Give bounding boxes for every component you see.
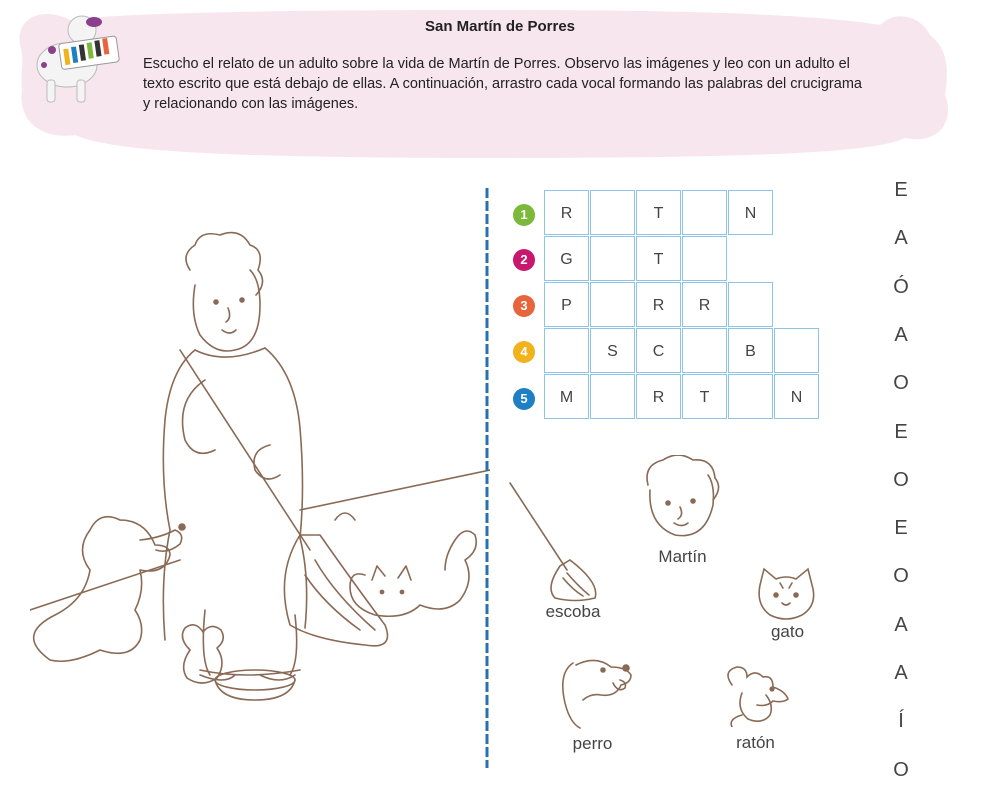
crossword-cell[interactable] xyxy=(590,282,635,327)
crossword-cell[interactable] xyxy=(682,236,727,281)
crossword-cell: S xyxy=(590,328,635,373)
crossword-cell: C xyxy=(636,328,681,373)
crossword-cell: R xyxy=(636,374,681,419)
crossword-cell: G xyxy=(544,236,589,281)
crossword-cell[interactable] xyxy=(590,374,635,419)
vowel-tile[interactable]: E xyxy=(894,179,908,201)
crossword-cell[interactable] xyxy=(544,328,589,373)
label-escoba: escoba xyxy=(545,602,601,621)
crossword-number-5: 5 xyxy=(513,388,535,410)
martin-sweeping-scene xyxy=(30,230,490,710)
crossword-cell: T xyxy=(636,190,681,235)
martin-face-illustration xyxy=(638,455,723,545)
vowel-tile[interactable]: Í xyxy=(898,710,904,732)
vowel-tile[interactable]: O xyxy=(893,469,909,491)
dog-xylophone-illustration xyxy=(22,10,122,110)
crossword-cell: T xyxy=(636,236,681,281)
vowel-tile[interactable]: E xyxy=(894,517,908,539)
vowel-tile[interactable]: A xyxy=(894,324,908,346)
page-title: San Martín de Porres xyxy=(424,18,576,35)
dog-illustration xyxy=(558,655,638,735)
crossword-cell: M xyxy=(544,374,589,419)
mouse-illustration xyxy=(722,665,794,727)
crossword-cell: R xyxy=(544,190,589,235)
crossword-cell[interactable] xyxy=(682,328,727,373)
crossword-cell[interactable] xyxy=(774,328,819,373)
crossword-number-3: 3 xyxy=(513,295,535,317)
vowel-tile[interactable]: O xyxy=(893,565,909,587)
broom-illustration xyxy=(505,478,600,603)
vowel-tile[interactable]: E xyxy=(894,421,908,443)
crossword-cell: R xyxy=(682,282,727,327)
vowel-tile[interactable]: O xyxy=(893,759,909,781)
crossword-number-1: 1 xyxy=(513,204,535,226)
vowel-tile[interactable]: A xyxy=(894,662,908,684)
label-martin: Martín xyxy=(658,547,707,566)
crossword-cell[interactable] xyxy=(728,374,773,419)
crossword-cell[interactable] xyxy=(590,190,635,235)
crossword-cell: N xyxy=(774,374,819,419)
cat-illustration xyxy=(752,563,820,623)
crossword-cell[interactable] xyxy=(682,190,727,235)
section-divider xyxy=(484,188,490,768)
label-gato: gato xyxy=(770,622,805,641)
vowel-tile[interactable]: Ó xyxy=(893,276,909,298)
crossword-cell: R xyxy=(636,282,681,327)
vowel-tile[interactable]: A xyxy=(894,227,908,249)
crossword-cell: B xyxy=(728,328,773,373)
crossword-number-2: 2 xyxy=(513,249,535,271)
label-perro: perro xyxy=(572,734,613,753)
instructions-text: Escucho el relato de un adulto sobre la vida de Martín de Porres. Observo las imágenes y leo con un adulto el texto escrito que está debajo de ellas. A continuación, arrastro cada vocal formando las palabras del crucigrama y relacionando con las imágenes. xyxy=(143,56,862,112)
label-raton: ratón xyxy=(736,733,775,752)
crossword-cell[interactable] xyxy=(728,282,773,327)
vowel-tile[interactable]: A xyxy=(894,614,908,636)
crossword-cell: N xyxy=(728,190,773,235)
crossword-cell[interactable] xyxy=(590,236,635,281)
crossword-number-4: 4 xyxy=(513,341,535,363)
crossword-cell: T xyxy=(682,374,727,419)
crossword-cell: P xyxy=(544,282,589,327)
vowel-tile[interactable]: O xyxy=(893,372,909,394)
